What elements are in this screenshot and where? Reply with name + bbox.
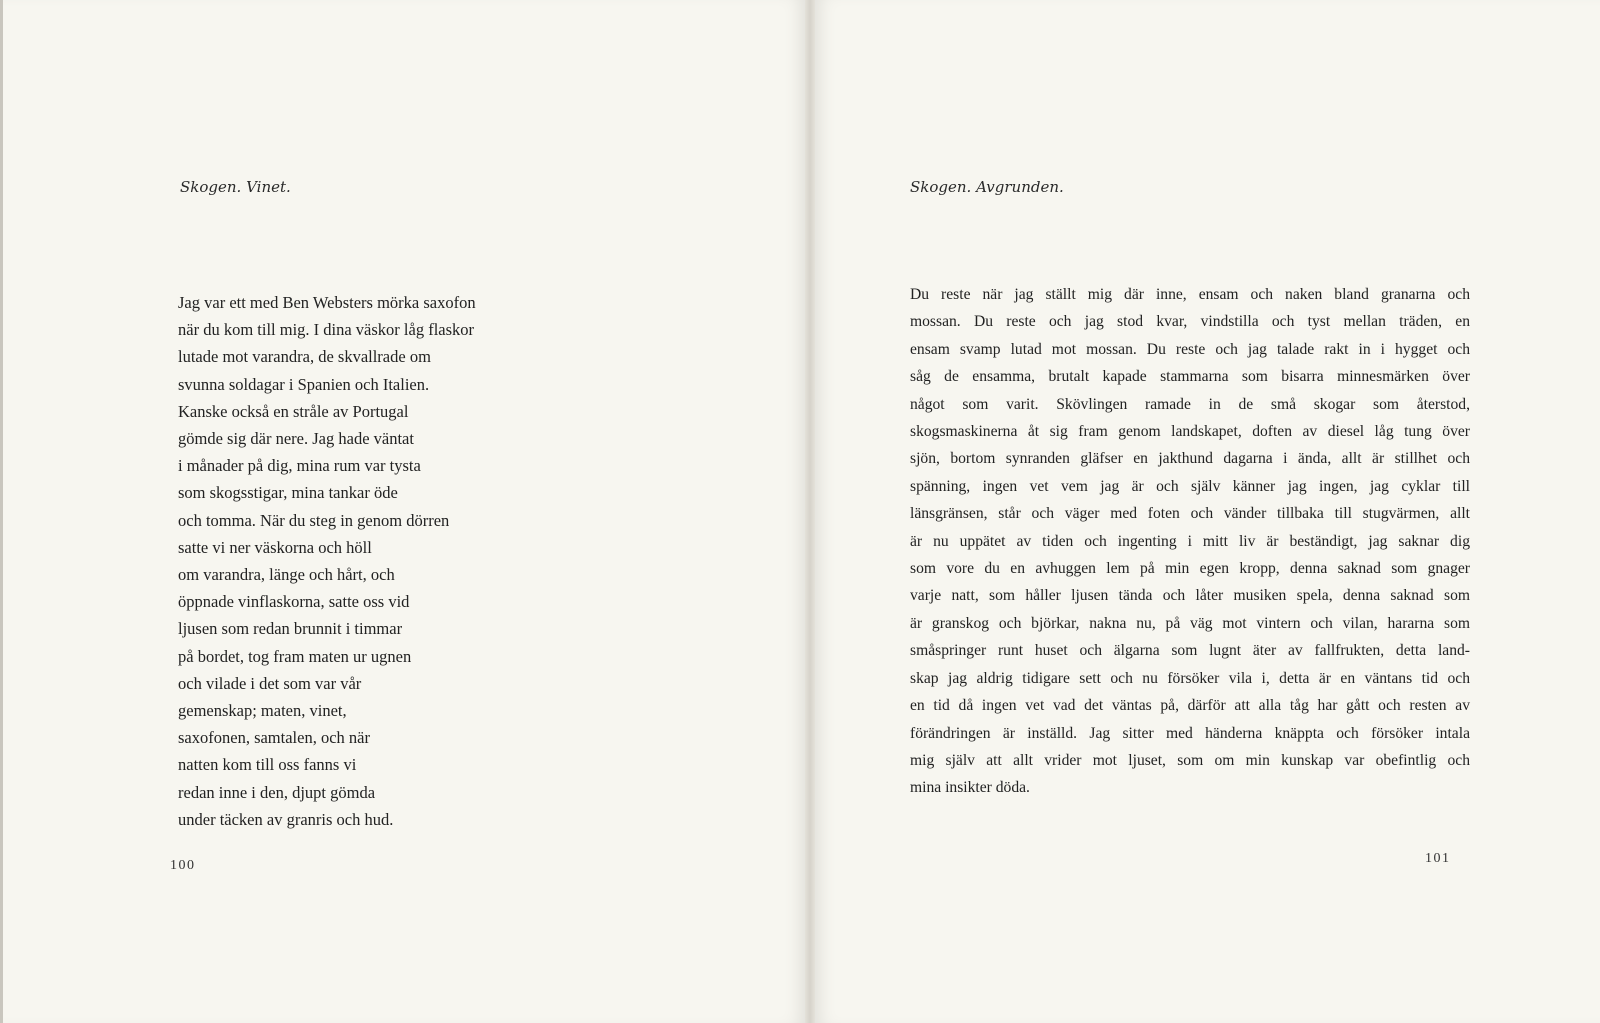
poem-line: när du kom till mig. I dina väskor låg flaskor — [178, 320, 475, 340]
page-number: 100 — [170, 858, 196, 873]
prose-line: varje natt, som håller ljusen tända och låter musiken spela, denna saknad som — [910, 587, 1470, 605]
poem-line: Jag var ett med Ben Websters mörka saxofon — [178, 293, 476, 312]
poem-line: redan inne i den, djupt gömda — [178, 782, 376, 802]
prose-line: som vore du en avhuggen lem på min egen kropp, denna saknad som gnager — [910, 560, 1470, 578]
prose-line: småspringer runt huset och älgarna som lugnt äter av fallfrukten, detta land- — [910, 642, 1470, 660]
prose-line: ensam svamp lutad mot mossan. Du reste och jag talade rakt in i hygget och — [910, 340, 1470, 358]
prose-line: något som varit. Skövlingen ramade in de små skogar som återstod, — [910, 395, 1470, 413]
prose-line: skogsmaskinerna åt sig fram genom landskapet, doften av diesel låg tung över — [910, 423, 1470, 441]
poem-line: som skogsstigar, mina tankar öde — [178, 483, 398, 503]
poem-line: i månader på dig, mina rum var tysta — [178, 456, 421, 476]
prose-line: en tid då ingen vet vad det väntas på, därför att alla tåg har gått och resten av — [910, 697, 1470, 715]
prose-line: är nu uppätet av tiden och ingenting i mitt liv är beständigt, jag saknar dig — [910, 532, 1470, 550]
prose-line: sjön, bortom synranden gläfser en jakthund dagarna i ända, allt är stillhet och — [910, 450, 1470, 468]
prose-line: länsgränsen, står och väger med foten och vänder tillbaka till stugvärmen, allt — [910, 505, 1470, 523]
prose-line: är granskog och björkar, nakna nu, på väg mot vintern och vilan, hararna som — [910, 614, 1470, 632]
poem-title: Skogen. Vinet. — [180, 178, 291, 196]
prose-line: såg de ensamma, brutalt kapade stammarna som bisarra minnesmärken över — [910, 368, 1470, 386]
prose-line: skap jag aldrig tidigare sett och nu försöker vila i, detta är en väntans tid och — [910, 669, 1470, 687]
prose-text — [910, 281, 1470, 802]
poem-line: och tomma. När du steg in genom dörren — [178, 510, 450, 530]
prose-line: mossan. Du reste och jag stod kvar, vindstilla och tyst mellan träden, en — [910, 313, 1470, 331]
poem-line: satte vi ner väskorna och höll — [178, 537, 372, 557]
poem-line: öppnade vinflaskorna, satte oss vid — [178, 592, 410, 612]
poem-line: Kanske också en stråle av Portugal — [178, 401, 409, 421]
poem-line: om varandra, länge och hårt, och — [178, 565, 395, 585]
poem-line: och vilade i det som var vår — [178, 673, 362, 693]
poem-line: lutade mot varandra, de skvallrade om — [178, 347, 431, 367]
page-number: 101 — [1425, 851, 1451, 866]
prose-line: mina insikter döda. — [910, 779, 1030, 797]
poem-line: gömde sig där nere. Jag hade väntat — [178, 429, 414, 449]
book-gutter — [805, 0, 815, 1023]
prose-line: Du reste när jag ställt mig där inne, ensam och naken bland granarna och — [910, 286, 1470, 303]
poem-line: svunna soldagar i Spanien och Italien. — [178, 374, 430, 394]
prose-line: förändringen är inställd. Jag sitter med händerna knäppta och försöker intala — [910, 724, 1470, 742]
poem-line: saxofonen, samtalen, och när — [178, 728, 370, 748]
prose-line: mig själv att allt vrider mot ljuset, som om min kunskap var obefintlig och — [910, 751, 1470, 769]
prose-title: Skogen. Avgrunden. — [910, 178, 1064, 196]
poem-text — [178, 289, 476, 833]
poem-line: på bordet, tog fram maten ur ugnen — [178, 646, 412, 666]
poem-line: gemenskap; maten, vinet, — [178, 701, 347, 721]
poem-line: under täcken av granris och hud. — [178, 809, 394, 829]
poem-line: natten kom till oss fanns vi — [178, 755, 357, 775]
right-page — [815, 0, 1600, 1023]
prose-line: spänning, ingen vet vem jag är och själv känner jag ingen, jag cyklar till — [910, 477, 1470, 495]
poem-line: ljusen som redan brunnit i timmar — [178, 619, 403, 639]
